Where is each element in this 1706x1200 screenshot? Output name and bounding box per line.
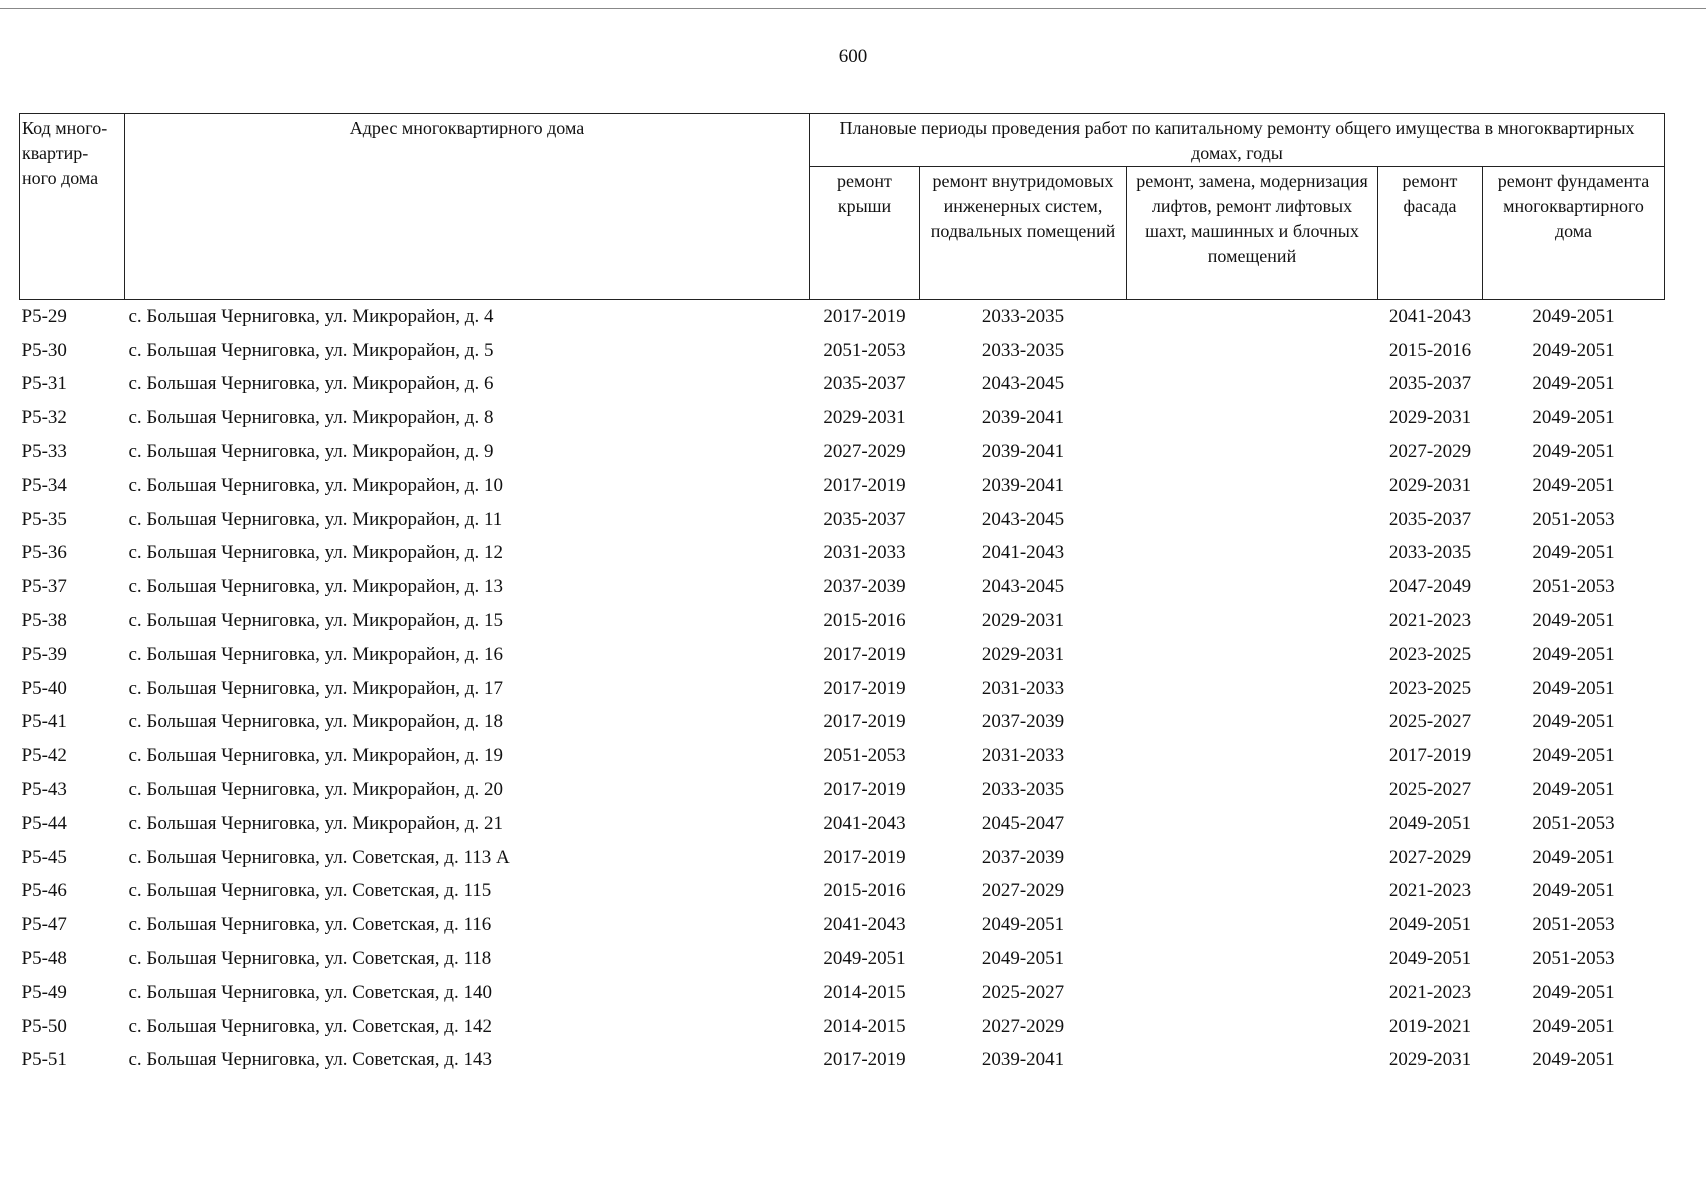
cell-address: с. Большая Черниговка, ул. Микрорайон, д. 13 xyxy=(128,576,503,598)
cell-address: с. Большая Черниговка, ул. Микрорайон, д. 16 xyxy=(128,643,503,665)
cell-lifts xyxy=(1127,300,1378,334)
cell-address: с. Большая Черниговка, ул. Микрорайон, д. 11 xyxy=(128,508,503,530)
cell-facade: 2019-2021 xyxy=(1388,1015,1472,1037)
cell-lifts xyxy=(1127,401,1378,435)
cell-code: Р5-44 xyxy=(21,812,67,834)
cell-lifts xyxy=(1127,908,1378,942)
cell-code: Р5-39 xyxy=(21,643,67,665)
cell-roof: 2017-2019 xyxy=(823,643,906,665)
cell-code: Р5-40 xyxy=(21,677,67,699)
cell-foundation: 2049-2051 xyxy=(1532,1015,1615,1037)
cell-foundation: 2049-2051 xyxy=(1532,677,1615,699)
cell-lifts xyxy=(1127,1044,1378,1078)
cell-facade: 2025-2027 xyxy=(1388,711,1472,733)
cell-roof: 2017-2019 xyxy=(823,677,906,699)
cell-roof: 2049-2051 xyxy=(823,948,906,970)
cell-engineering: 2029-2031 xyxy=(981,643,1065,665)
cell-foundation: 2049-2051 xyxy=(1532,542,1615,564)
table-row xyxy=(20,773,1665,807)
cell-roof: 2035-2037 xyxy=(823,508,906,530)
cell-facade: 2023-2025 xyxy=(1388,643,1472,665)
cell-code: Р5-31 xyxy=(21,373,67,395)
cell-lifts xyxy=(1127,773,1378,807)
cell-lifts xyxy=(1127,706,1378,740)
cell-address: с. Большая Черниговка, ул. Советская, д. 142 xyxy=(128,1015,492,1037)
cell-roof: 2014-2015 xyxy=(823,1015,906,1037)
table-row xyxy=(20,672,1665,706)
top-rule xyxy=(0,8,1706,9)
cell-address: с. Большая Черниговка, ул. Микрорайон, д. 4 xyxy=(128,305,494,327)
cell-engineering: 2039-2041 xyxy=(981,407,1065,429)
cell-facade: 2029-2031 xyxy=(1388,1049,1472,1071)
cell-foundation: 2049-2051 xyxy=(1532,339,1615,361)
cell-roof: 2017-2019 xyxy=(823,305,906,327)
table-row xyxy=(20,604,1665,638)
cell-engineering: 2027-2029 xyxy=(981,880,1065,902)
cell-foundation: 2049-2051 xyxy=(1532,779,1615,801)
cell-lifts xyxy=(1127,435,1378,469)
cell-address: с. Большая Черниговка, ул. Микрорайон, д. 17 xyxy=(128,677,503,699)
cell-facade: 2027-2029 xyxy=(1388,846,1472,868)
cell-address: с. Большая Черниговка, ул. Микрорайон, д. 12 xyxy=(128,542,503,564)
cell-foundation: 2049-2051 xyxy=(1532,407,1615,429)
cell-engineering: 2027-2029 xyxy=(981,1015,1065,1037)
table-row xyxy=(20,942,1665,976)
cell-facade: 2049-2051 xyxy=(1388,812,1472,834)
cell-code: Р5-49 xyxy=(21,981,67,1003)
cell-foundation: 2051-2053 xyxy=(1532,576,1615,598)
cell-facade: 2035-2037 xyxy=(1388,508,1472,530)
table-row xyxy=(20,401,1665,435)
cell-address: с. Большая Черниговка, ул. Советская, д. 143 xyxy=(128,1049,492,1071)
cell-facade: 2049-2051 xyxy=(1388,948,1472,970)
cell-facade: 2021-2023 xyxy=(1388,610,1472,632)
cell-lifts xyxy=(1127,739,1378,773)
cell-code: Р5-29 xyxy=(21,305,67,327)
cell-foundation: 2049-2051 xyxy=(1532,474,1615,496)
cell-roof: 2014-2015 xyxy=(823,981,906,1003)
table-row xyxy=(20,469,1665,503)
cell-foundation: 2049-2051 xyxy=(1532,745,1615,767)
cell-roof: 2017-2019 xyxy=(823,474,906,496)
table-row xyxy=(20,1010,1665,1044)
cell-code: Р5-42 xyxy=(21,745,67,767)
cell-engineering: 2033-2035 xyxy=(981,339,1065,361)
cell-code: Р5-32 xyxy=(21,407,67,429)
cell-roof: 2037-2039 xyxy=(823,576,906,598)
table-row xyxy=(20,739,1665,773)
cell-roof: 2051-2053 xyxy=(823,745,906,767)
cell-roof: 2027-2029 xyxy=(823,441,906,463)
table-row xyxy=(20,841,1665,875)
cell-code: Р5-37 xyxy=(21,576,67,598)
cell-code: Р5-43 xyxy=(21,779,67,801)
cell-address: с. Большая Черниговка, ул. Советская, д. 115 xyxy=(128,880,492,902)
cell-facade: 2033-2035 xyxy=(1388,542,1472,564)
cell-roof: 2041-2043 xyxy=(823,812,906,834)
cell-engineering: 2045-2047 xyxy=(981,812,1065,834)
cell-foundation: 2049-2051 xyxy=(1532,441,1615,463)
cell-facade: 2029-2031 xyxy=(1388,407,1472,429)
table-body xyxy=(20,300,1665,1078)
cell-foundation: 2049-2051 xyxy=(1532,880,1615,902)
cell-roof: 2017-2019 xyxy=(823,1049,906,1071)
cell-engineering: 2049-2051 xyxy=(981,948,1065,970)
cell-foundation: 2051-2053 xyxy=(1532,948,1615,970)
cell-facade: 2017-2019 xyxy=(1388,745,1472,767)
cell-code: Р5-45 xyxy=(21,846,67,868)
cell-foundation: 2051-2053 xyxy=(1532,914,1615,936)
cell-address: с. Большая Черниговка, ул. Советская, д. 113 А xyxy=(128,846,510,868)
cell-lifts xyxy=(1127,537,1378,571)
cell-foundation: 2049-2051 xyxy=(1532,846,1615,868)
cell-code: Р5-47 xyxy=(21,914,67,936)
cell-address: с. Большая Черниговка, ул. Советская, д. 140 xyxy=(128,981,492,1003)
cell-lifts xyxy=(1127,503,1378,537)
cell-facade: 2021-2023 xyxy=(1388,880,1472,902)
cell-roof: 2041-2043 xyxy=(823,914,906,936)
cell-lifts xyxy=(1127,604,1378,638)
cell-code: Р5-33 xyxy=(21,441,67,463)
cell-code: Р5-48 xyxy=(21,948,67,970)
cell-roof: 2035-2037 xyxy=(823,373,906,395)
capital-repair-schedule-table xyxy=(19,113,1665,1077)
cell-address: с. Большая Черниговка, ул. Микрорайон, д. 21 xyxy=(128,812,503,834)
table-row xyxy=(20,807,1665,841)
cell-engineering: 2037-2039 xyxy=(981,711,1065,733)
cell-lifts xyxy=(1127,334,1378,368)
cell-code: Р5-34 xyxy=(21,474,67,496)
cell-lifts xyxy=(1127,672,1378,706)
header-code: Код много-квартир-ного дома xyxy=(20,114,125,300)
cell-facade: 2027-2029 xyxy=(1388,441,1472,463)
table-row xyxy=(20,908,1665,942)
cell-roof: 2031-2033 xyxy=(823,542,906,564)
table-header xyxy=(20,114,1665,300)
cell-foundation: 2049-2051 xyxy=(1532,373,1615,395)
cell-foundation: 2049-2051 xyxy=(1532,305,1615,327)
cell-lifts xyxy=(1127,469,1378,503)
cell-engineering: 2043-2045 xyxy=(981,373,1065,395)
cell-engineering: 2043-2045 xyxy=(981,508,1065,530)
table-row xyxy=(20,503,1665,537)
cell-engineering: 2031-2033 xyxy=(981,745,1065,767)
cell-engineering: 2039-2041 xyxy=(981,474,1065,496)
cell-foundation: 2049-2051 xyxy=(1532,643,1615,665)
header-engineering: ремонт внутридомовых инженерных систем, подвальных помещений xyxy=(920,167,1127,300)
cell-facade: 2015-2016 xyxy=(1388,339,1472,361)
cell-facade: 2041-2043 xyxy=(1388,305,1472,327)
cell-engineering: 2029-2031 xyxy=(981,610,1065,632)
cell-code: Р5-50 xyxy=(21,1015,67,1037)
header-roof: ремонт крыши xyxy=(810,167,920,300)
cell-lifts xyxy=(1127,368,1378,402)
cell-facade: 2023-2025 xyxy=(1388,677,1472,699)
page-number: 600 xyxy=(838,46,868,67)
cell-roof: 2029-2031 xyxy=(823,407,906,429)
cell-facade: 2025-2027 xyxy=(1388,779,1472,801)
cell-foundation: 2049-2051 xyxy=(1532,610,1615,632)
cell-code: Р5-38 xyxy=(21,610,67,632)
cell-address: с. Большая Черниговка, ул. Советская, д. 118 xyxy=(128,948,492,970)
table-row xyxy=(20,1044,1665,1078)
table-row xyxy=(20,334,1665,368)
cell-foundation: 2049-2051 xyxy=(1532,711,1615,733)
table-row xyxy=(20,300,1665,334)
header-periods-group: Плановые периоды проведения работ по капитальному ремонту общего имущества в многоквартирных домах, годы xyxy=(810,114,1665,167)
cell-code: Р5-30 xyxy=(21,339,67,361)
header-address: Адрес многоквартирного дома xyxy=(125,114,810,300)
cell-engineering: 2041-2043 xyxy=(981,542,1065,564)
cell-address: с. Большая Черниговка, ул. Микрорайон, д. 9 xyxy=(128,441,494,463)
cell-engineering: 2037-2039 xyxy=(981,846,1065,868)
cell-foundation: 2049-2051 xyxy=(1532,1049,1615,1071)
cell-engineering: 2031-2033 xyxy=(981,677,1065,699)
cell-address: с. Большая Черниговка, ул. Микрорайон, д. 18 xyxy=(128,711,503,733)
cell-lifts xyxy=(1127,976,1378,1010)
table-row xyxy=(20,570,1665,604)
cell-engineering: 2043-2045 xyxy=(981,576,1065,598)
cell-roof: 2015-2016 xyxy=(823,610,906,632)
cell-code: Р5-41 xyxy=(21,711,67,733)
cell-address: с. Большая Черниговка, ул. Микрорайон, д. 10 xyxy=(128,474,503,496)
cell-lifts xyxy=(1127,942,1378,976)
cell-roof: 2017-2019 xyxy=(823,779,906,801)
cell-code: Р5-46 xyxy=(21,880,67,902)
cell-roof: 2017-2019 xyxy=(823,711,906,733)
header-lifts: ремонт, замена, модернизация лифтов, ремонт лифтовых шахт, машинных и блочных помещений xyxy=(1127,167,1378,300)
table-row xyxy=(20,537,1665,571)
cell-foundation: 2049-2051 xyxy=(1532,981,1615,1003)
cell-address: с. Большая Черниговка, ул. Микрорайон, д. 5 xyxy=(128,339,494,361)
cell-code: Р5-35 xyxy=(21,508,67,530)
table-row xyxy=(20,638,1665,672)
cell-address: с. Большая Черниговка, ул. Микрорайон, д. 19 xyxy=(128,745,503,767)
cell-lifts xyxy=(1127,638,1378,672)
cell-engineering: 2039-2041 xyxy=(981,1049,1065,1071)
cell-engineering: 2025-2027 xyxy=(981,981,1065,1003)
cell-lifts xyxy=(1127,841,1378,875)
cell-lifts xyxy=(1127,807,1378,841)
cell-code: Р5-36 xyxy=(21,542,67,564)
cell-facade: 2021-2023 xyxy=(1388,981,1472,1003)
cell-roof: 2051-2053 xyxy=(823,339,906,361)
cell-facade: 2029-2031 xyxy=(1388,474,1472,496)
cell-foundation: 2051-2053 xyxy=(1532,812,1615,834)
cell-facade: 2049-2051 xyxy=(1388,914,1472,936)
cell-lifts xyxy=(1127,875,1378,909)
cell-address: с. Большая Черниговка, ул. Микрорайон, д. 6 xyxy=(128,373,494,395)
table-row xyxy=(20,368,1665,402)
cell-engineering: 2049-2051 xyxy=(981,914,1065,936)
table-row xyxy=(20,875,1665,909)
cell-address: с. Большая Черниговка, ул. Микрорайон, д. 15 xyxy=(128,610,503,632)
cell-roof: 2015-2016 xyxy=(823,880,906,902)
header-foundation: ремонт фундамента многоквартирного дома xyxy=(1483,167,1665,300)
cell-engineering: 2039-2041 xyxy=(981,441,1065,463)
cell-foundation: 2051-2053 xyxy=(1532,508,1615,530)
cell-address: с. Большая Черниговка, ул. Советская, д. 116 xyxy=(128,914,492,936)
cell-facade: 2047-2049 xyxy=(1388,576,1472,598)
cell-address: с. Большая Черниговка, ул. Микрорайон, д. 8 xyxy=(128,407,494,429)
cell-roof: 2017-2019 xyxy=(823,846,906,868)
cell-lifts xyxy=(1127,570,1378,604)
cell-lifts xyxy=(1127,1010,1378,1044)
cell-engineering: 2033-2035 xyxy=(981,305,1065,327)
header-facade: ремонт фасада xyxy=(1378,167,1483,300)
table-row xyxy=(20,706,1665,740)
cell-engineering: 2033-2035 xyxy=(981,779,1065,801)
cell-facade: 2035-2037 xyxy=(1388,373,1472,395)
table-row xyxy=(20,435,1665,469)
cell-address: с. Большая Черниговка, ул. Микрорайон, д. 20 xyxy=(128,779,503,801)
cell-code: Р5-51 xyxy=(21,1049,67,1071)
table-row xyxy=(20,976,1665,1010)
